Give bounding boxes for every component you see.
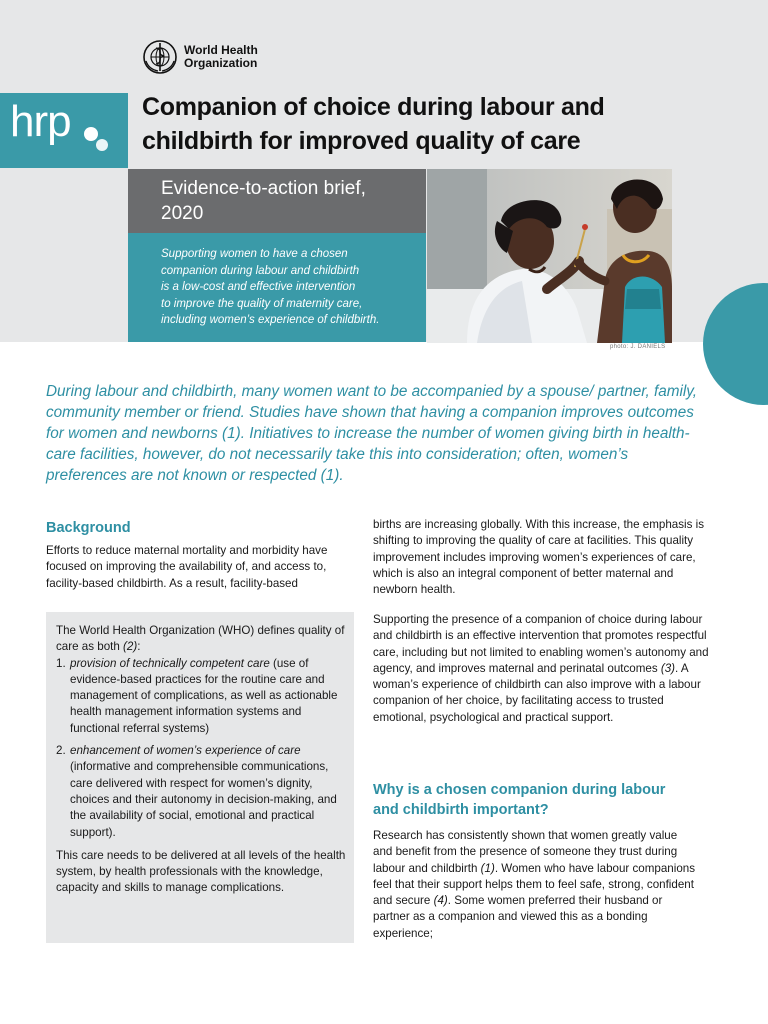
right-paragraph-3-ref-1: (1) (480, 861, 495, 875)
quality-list-item-1-number: 1. (56, 656, 66, 670)
right-paragraph-3-ref-2: (4) (433, 894, 448, 908)
brief-label-line2: 2020 (161, 203, 204, 224)
quality-box-intro (56, 623, 348, 656)
brief-label-box (128, 169, 426, 233)
who-name-line2: Organization (184, 56, 258, 70)
brief-label (161, 176, 416, 226)
right-paragraph-2-ref: (3) (660, 661, 676, 675)
quality-list-item-1 (56, 656, 348, 737)
quality-box-intro-text: The World Health Organization (WHO) defines quality of care as both (56, 624, 345, 654)
who-emblem-icon (142, 39, 178, 75)
quality-of-care-content (56, 623, 348, 897)
cover-photo-illustration (427, 169, 672, 343)
why-companion-heading: Why is a chosen companion during labour and childbirth important? (373, 782, 666, 818)
document-title (142, 90, 642, 158)
right-paragraph-3-text-b: . Women who have labour companions feel that their support helps them to feel safe, strong, confident and secure (373, 861, 696, 908)
quality-list-item-2-text: (informative and comprehensible communications, care delivered with respect for women’s dignity, choices and their autonomy in decision-making, and the availability of social, emotional and practical support). (70, 760, 337, 839)
right-paragraph-3 (373, 828, 698, 942)
brief-label-line1: Evidence-to-action brief, (161, 178, 366, 199)
right-paragraph-2-end: . A woman’s experience of childbirth can also improve with a labour companion of her choice, by facilitating access to trusted emotional, psychological and practical support. (373, 661, 701, 724)
cover-photo (427, 169, 672, 343)
quality-list-item-2 (56, 743, 348, 841)
background-heading: Background (46, 520, 131, 536)
tagline-line2: companion during labour and childbirth (161, 264, 360, 277)
hrp-label: hrp (10, 97, 71, 146)
right-paragraph-2 (373, 612, 713, 726)
tagline-box (128, 233, 426, 342)
right-paragraph-1: births are increasing globally. With this increase, the emphasis is shifting to improving the quality of care at facilities. This quality improvement includes improving women’s experiences of care, which is also an integral component of better maternal and newborn health. (373, 518, 704, 597)
document-title-line2: childbirth for improved quality of care (142, 127, 581, 155)
tagline-line1: Supporting women to have a chosen (161, 248, 348, 260)
quality-box-tail: This care needs to be delivered at all levels of the health system, by health professionals with the knowledge, capacity and skills to manage complications. (56, 848, 346, 895)
right-paragraph-2-text: Supporting the presence of a companion of choice during labour and childbirth is an effective intervention that promotes respectful care, including but not limited to enabling women’s autonomy and agency, and improves maternal and perinatal outcomes (373, 613, 709, 675)
tagline (161, 246, 421, 329)
intro-paragraph: During labour and childbirth, many women want to be accompanied by a spouse/ partner, family, community member or friend. Studies have shown that having a companion improves outcomes for women and newborns (1). Initiatives to increase the number of women giving birth in health-care facilities, however, do not necessarily take this into consideration; often, women’s preferences are not known or respected (1). (46, 383, 698, 484)
hrp-dot-small-icon (96, 139, 108, 151)
quality-list-item-1-emphasis: provision of technically competent care (70, 656, 270, 670)
who-name-line1: World Health (184, 43, 258, 57)
quality-of-care-box (46, 612, 354, 943)
quality-box-intro-ref: (2) (123, 640, 138, 654)
quality-list-item-2-number: 2. (56, 744, 66, 758)
document-title-line1: Companion of choice during labour and (142, 93, 605, 121)
quality-list-item-1-text: (use of evidence-based practices for the routine care and management of complications, as well as actionable health management information systems and functional referral systems) (70, 656, 338, 735)
tagline-line4: to improve the quality of maternity care, (161, 297, 363, 310)
who-name (184, 44, 258, 70)
right-paragraph-3-text-c: . Some women preferred their husband or partner as a companion and viewed this as a bonding experience; (373, 894, 663, 940)
background-paragraph: Efforts to reduce maternal mortality and morbidity have focused on improving the availability of, and access to, facility-based childbirth. As a result, facility-based (46, 544, 328, 590)
tagline-line3: is a low-cost and effective intervention (161, 281, 356, 293)
right-paragraph-3-text-a: Research has consistently shown that women greatly value and benefit from the presence of someone they trust during labour and childbirth (373, 829, 678, 875)
hrp-dot-icon (84, 127, 98, 141)
quality-box-intro-end: : (137, 640, 141, 654)
hrp-logo (0, 93, 128, 168)
photo-credit: photo: J. DANIELS (610, 344, 666, 350)
quality-list (56, 656, 348, 841)
quality-list-item-2-emphasis: enhancement of women’s experience of care (70, 744, 301, 758)
tagline-line5: including women’s experience of childbirth. (161, 314, 380, 326)
